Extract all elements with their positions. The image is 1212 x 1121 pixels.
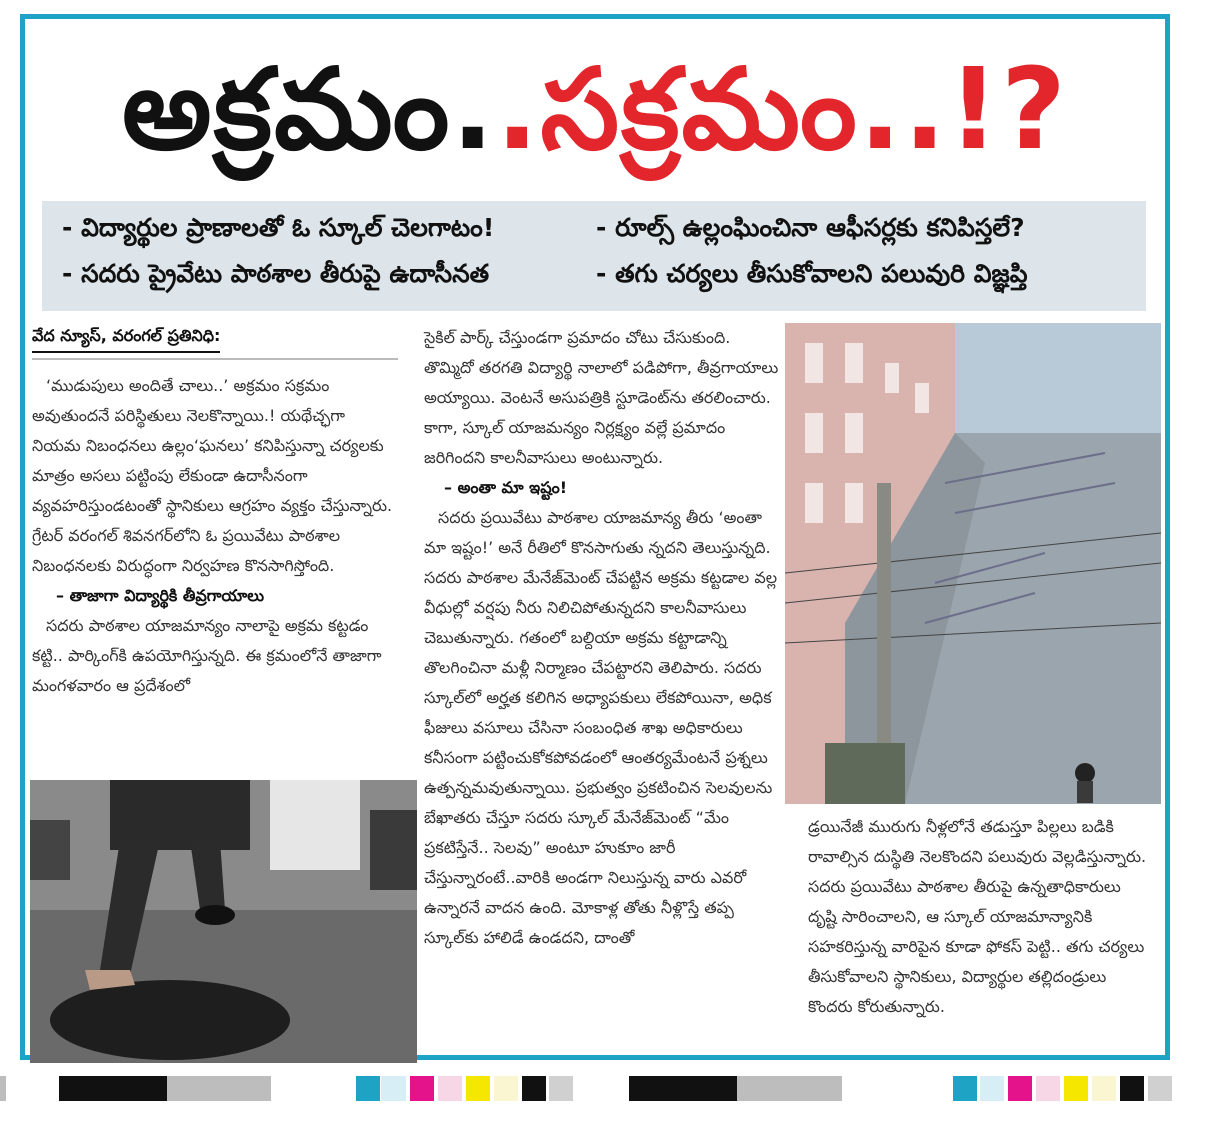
column-3-para-1: డ్రయినేజీ మురుగు నీళ్లలోనే తడుస్తూ పిల్లలు బడికి రావాల్సిన దుస్థితి నెలకొందని పలువురు వెల్లడిస్తున్నారు. సదరు ప్రయివేటు పాఠశాల తీరుపై ఉన్నతాధికారులు దృష్టి సారించాలని, ఆ స్కూల్ యాజమాన్యానికి సహకరిస్తున్న వారిపైన కూడా ఫోకస్ పెట్టి.. తగు చర్యలు తీసుకోవాలని స్థానికులు, విద్యార్థుల తల్లిదండ్రులు కొందరు కోరుతున్నారు. [808,817,1147,1016]
school-building-photo [785,323,1161,804]
injured-student-photo [30,780,417,1063]
subtitle-2: – అంతా మా ఇష్టం! [444,478,568,497]
print-color-bar [0,1076,1212,1101]
headline-part-2: .సక్రమం..!? [495,45,1068,175]
column-2-para-2: సదరు ప్రయివేటు పాఠశాల యాజమాన్య తీరు ‘అంతా మా ఇష్టం!’ అనే రీతిలో కొనసాగుతు న్నదని తెలుస్తున్నది. సదరు పాఠశాల మేనేజ్‌మెంట్ చేపట్టిన అక్రమ కట్టడాల వల్ల వీధుల్లో వర్షపు నీరు నిలిచిపోతున్నదని కాలనీవాసులు చెబుతున్నారు. గతంలో బల్దియా అక్రమ కట్టాడాన్ని తొలగించినా మళ్లీ నిర్మాణం చేపట్టారని తెలిపారు. సదరు స్కూల్‌లో అర్హత కలిగిన అధ్యాపకులు లేకపోయినా, అధిక ఫీజులు వసూలు చేసినా సంబంధిత శాఖ అధికారులు కనీసంగా పట్టించుకోకపోవడంలో ఆంతర్యమేంటనే ప్రశ్నలు ఉత్పన్నమవుతున్నాయి. ప్రభుత్వం ప్రకటించిన సెలవులను బేఖాతరు చేస్తూ సదరు స్కూల్ మేనేజ్‌మెంట్ “మేం ప్రకటిస్తేనే.. సెలవు” అంటూ హుకూం జారీ చేస్తున్నారంటే..వారికి అండగా నిలుస్తున్న వారు ఎవరో ఉన్నారనే వాదన ఉంది. మోకాళ్ల తోతు నీళ్లొస్తే తప్ప స్కూల్‌కు హాలిడే ఉండదని, దాంతో [424,508,778,947]
column-3 [808,812,1153,1022]
highlight-2: - రూల్స్ ఉల్లంఘించినా ఆఫీసర్లకు కనిపిస్తలే? [596,213,1025,242]
column-2 [424,323,779,953]
column-2-para-1: సైకిల్ పార్క్ చేస్తుండగా ప్రమాదం చోటు చేసుకుంది. తొమ్మిదో తరగతి విద్యార్థి నాలాలో పడిపోగా, తీవ్రగాయాలు అయ్యాయి. వెంటనే అసుపత్రికి స్టూడెంట్‌ను తరలించారు. కాగా, స్కూల్ యాజమన్యం నిర్లక్ష్యం వల్లే ప్రమాదం జరిగిందని కాలనీవాసులు అంటున్నారు. [424,328,779,467]
byline-divider [32,358,398,360]
column-1-para-1: ‘ముడుపులు అందితే చాలు..’ అక్రమం సక్రమం అవుతుందనే పరిస్థితులు నెలకొన్నాయి.! యథేచ్ఛగా నియమ నిబంధనలు ఉల్లం‘ఘనలు’ కనిపిస్తున్నా చర్యలకు మాత్రం అసలు పట్టింపు లేకుండా ఉదాసీనంగా వ్యవహరిస్తుండటంతో స్థానికులు ఆగ్రహం వ్యక్తం చేస్తున్నారు. గ్రేటర్ వరంగల్ శివనగర్‌లోని ఓ ప్రయివేటు పాఠశాల నిబంధనలకు విరుద్ధంగా నిర్వహణ కొనసాగిస్తోంది. [32,376,393,575]
column-1-para-2: సదరు పాఠశాల యాజమాన్యం నాలాపై అక్రమ కట్టడం కట్టి.. పార్కింగ్‌కి ఉపయోగిస్తున్నది. ఈ క్రమంలోనే తాజాగా మంగళవారం ఆ ప్రదేశంలో [32,616,382,695]
highlight-1: - విద్యార్థుల ప్రాణాలతో ఓ స్కూల్ చెలగాటం! [62,213,495,242]
byline: వేద న్యూస్, వరంగల్ ప్రతినిధి: [32,326,220,353]
school-building-illustration [785,323,1161,804]
injured-student-illustration [30,780,417,1063]
highlight-4: - తగు చర్యలు తీసుకోవాలని పలువురి విజ్ఞప్తి [596,259,1028,288]
headline [25,20,1165,200]
column-1 [32,371,398,701]
headline-part-1: అక్రమం. [122,45,496,175]
highlight-3: - సదరు ప్రైవేటు పాఠశాల తీరుపై ఉదాసీనత [62,259,490,288]
subtitle-1: – తాజాగా విద్యార్థికి తీవ్రగాయాలు [56,586,265,605]
